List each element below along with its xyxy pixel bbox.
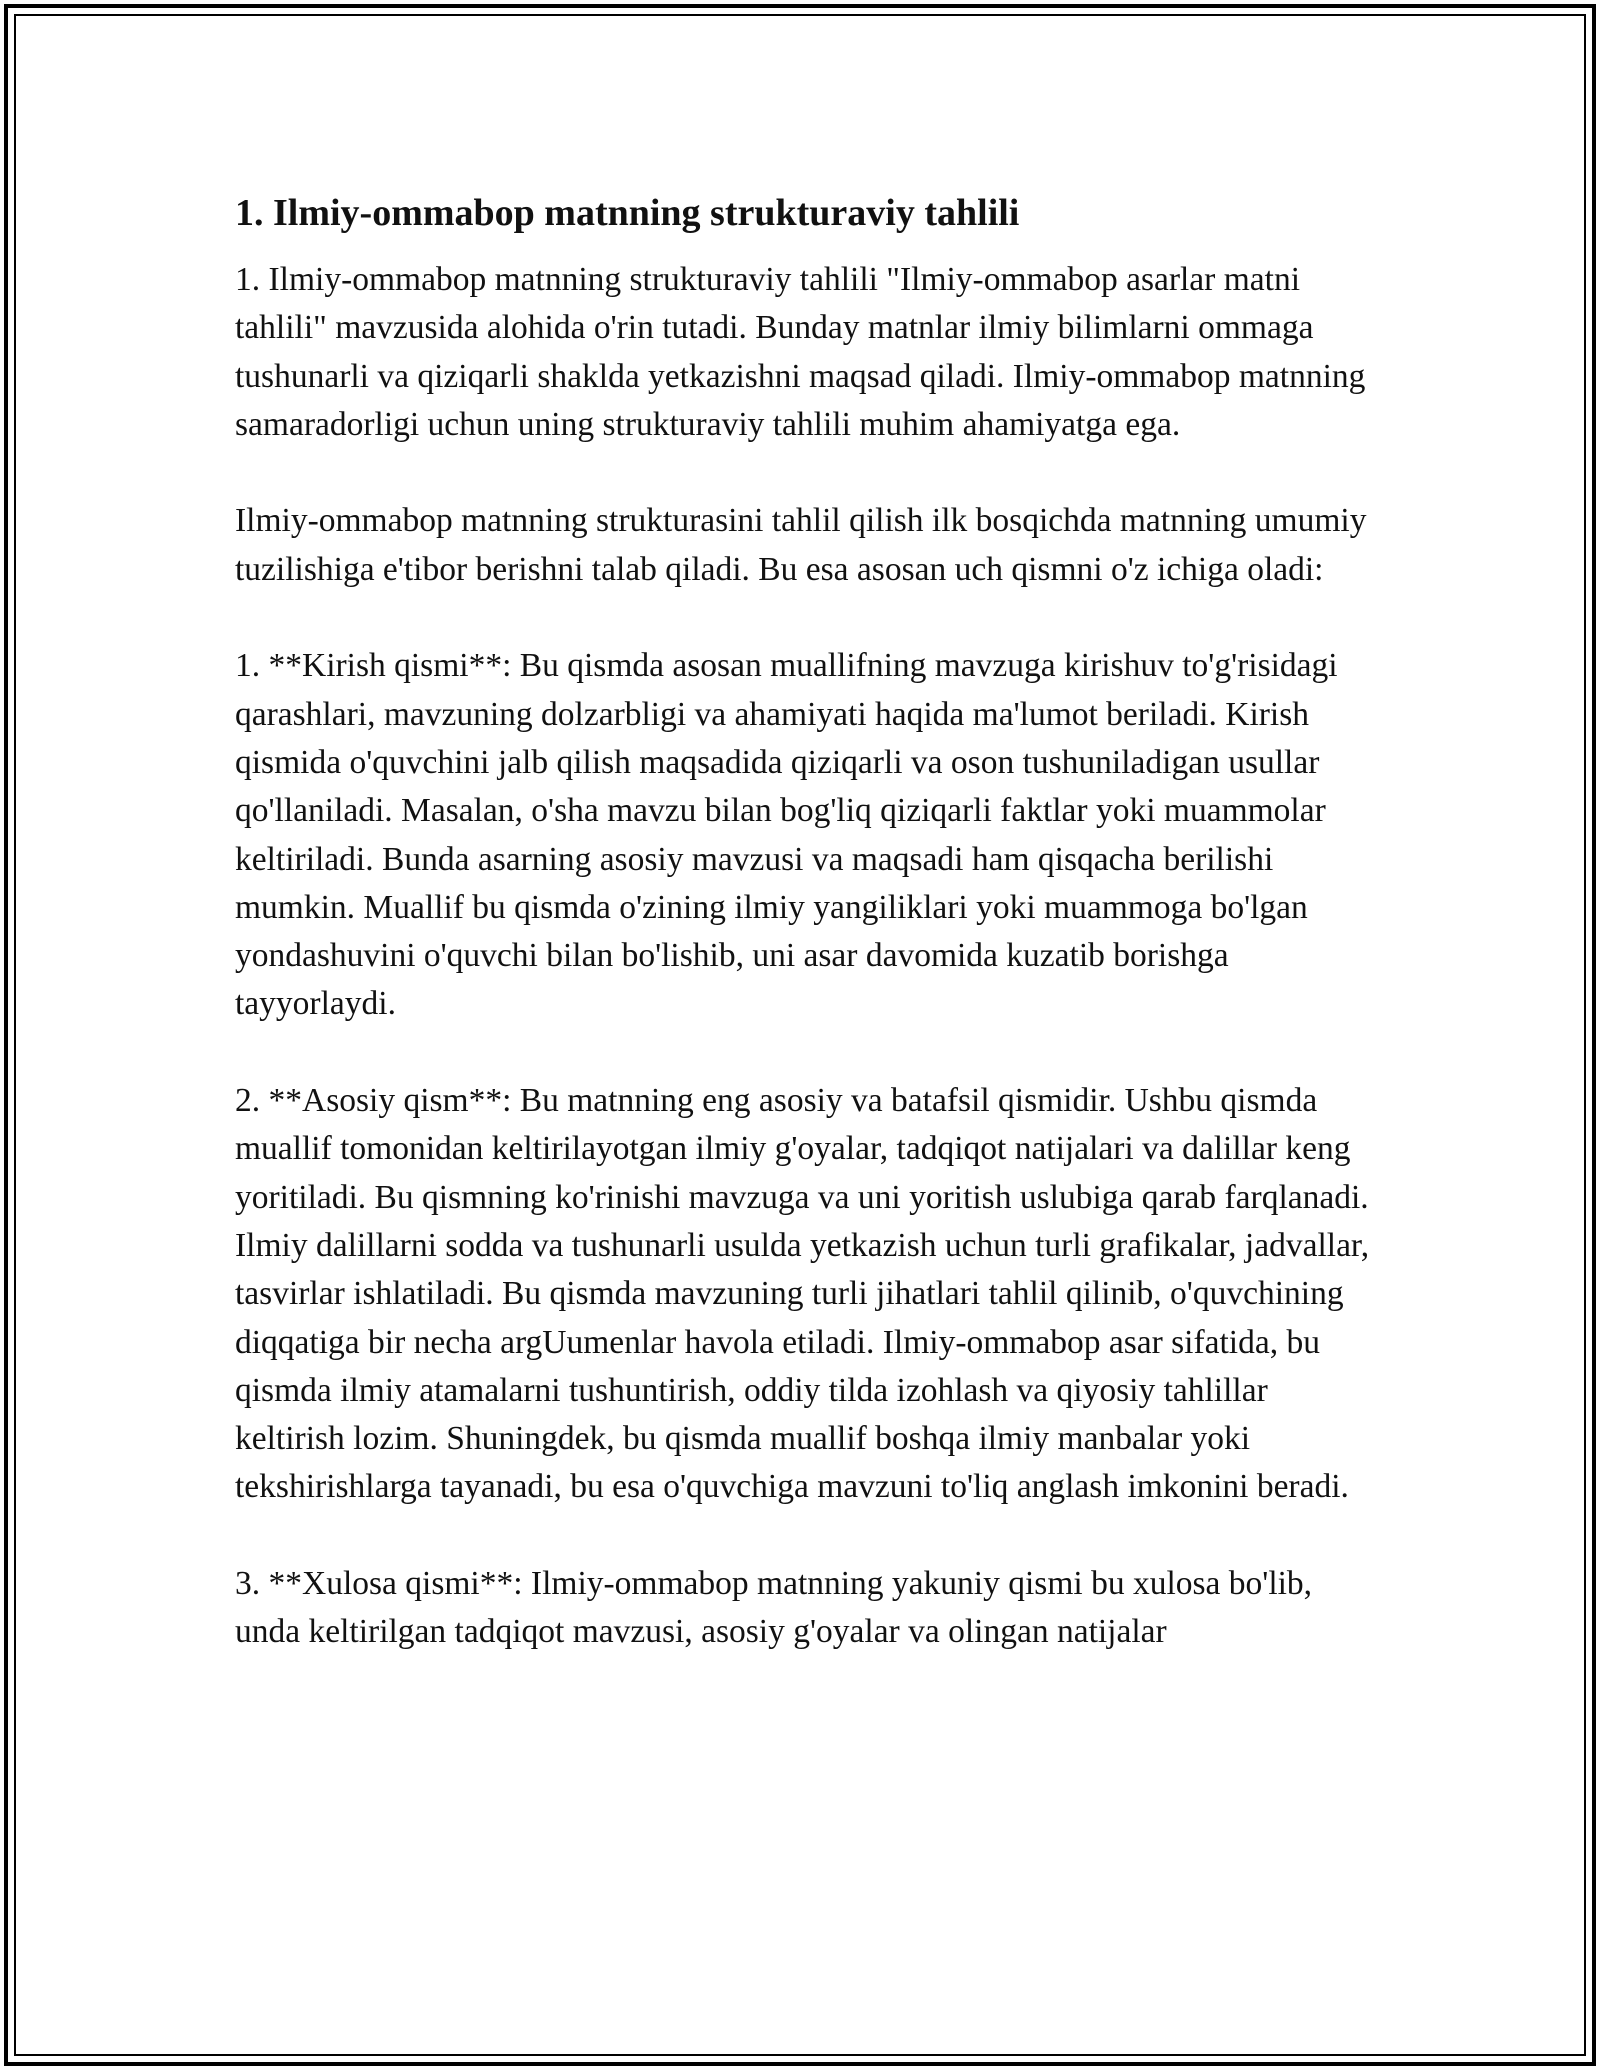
document-page	[235, 187, 1375, 1705]
paragraph-main-part: 2. **Asosiy qism**: Bu matnning eng asosiy va batafsil qismidir. Ushbu qismda muallif tomonidan keltirilayotgan ilmiy g'oyalar, tadqiqot natijalari va dalillar keng yoritiladi. Bu qismning ko'rinishi mavzuga va uni yoritish uslubiga qarab farqlanadi. Ilmiy dalillarni sodda va tushunarli usulda yetkazish uchun turli grafikalar, jadvallar, tasvirlar ishlatiladi. Bu qismda mavzuning turli jihatlari tahlil qilinib, o'quvchining diqqatiga bir necha argUumenlar havola etiladi. Ilmiy-ommabop asar sifatida, bu qismda ilmiy atamalarni tushuntirish, oddiy tilda izohlash va qiyosiy tahlillar keltirish lozim. Shuningdek, bu qismda muallif boshqa ilmiy manbalar yoki tekshirishlarga tayanadi, bu esa o'quvchiga mavzuni to'liq anglash imkonini beradi.	[235, 1082, 1370, 1506]
document-body	[235, 256, 1375, 1657]
paragraph-structure: Ilmiy-ommabop matnning strukturasini tahlil qilish ilk bosqichda matnning umumiy tuzilishiga e'tibor berishni talab qiladi. Bu esa asosan uch qismni o'z ichiga oladi:	[235, 502, 1367, 588]
document-title: 1. Ilmiy-ommabop matnning strukturaviy tahlili	[235, 192, 1020, 234]
paragraph-introduction-part: 1. **Kirish qismi**: Bu qismda asosan muallifning mavzuga kirishuv to'g'risidagi qarashlari, mavzuning dolzarbligi va ahamiyati haqida ma'lumot beriladi. Kirish qismida o'quvchini jalb qilish maqsadida qiziqarli va oson tushuniladigan usullar qo'llaniladi. Masalan, o'sha mavzu bilan bog'liq qiziqarli faktlar yoki muammolar keltiriladi. Bunda asarning asosiy mavzusi va maqsadi ham qisqacha berilishi mumkin. Muallif bu qismda o'zining ilmiy yangiliklari yoki muammoga bo'lgan yondashuvini o'quvchi bilan bo'lishib, uni asar davomida kuzatib borishga tayyorlaydi.	[235, 647, 1338, 1023]
paragraph-intro: 1. Ilmiy-ommabop matnning strukturaviy tahlili "Ilmiy-ommabop asarlar matni tahlili" mavzusida alohida o'rin tutadi. Bunday matnlar ilmiy bilimlarni ommaga tushunarli va qiziqarli shaklda yetkazishni maqsad qiladi. Ilmiy-ommabop matnning samaradorligi uchun uning strukturaviy tahlili muhim ahamiyatga ega.	[235, 261, 1366, 443]
paragraph-conclusion-part: 3. **Xulosa qismi**: Ilmiy-ommabop matnning yakuniy qismi bu xulosa bo'lib, unda keltirilgan tadqiqot mavzusi, asosiy g'oyalar va olingan natijalar	[235, 1565, 1313, 1651]
